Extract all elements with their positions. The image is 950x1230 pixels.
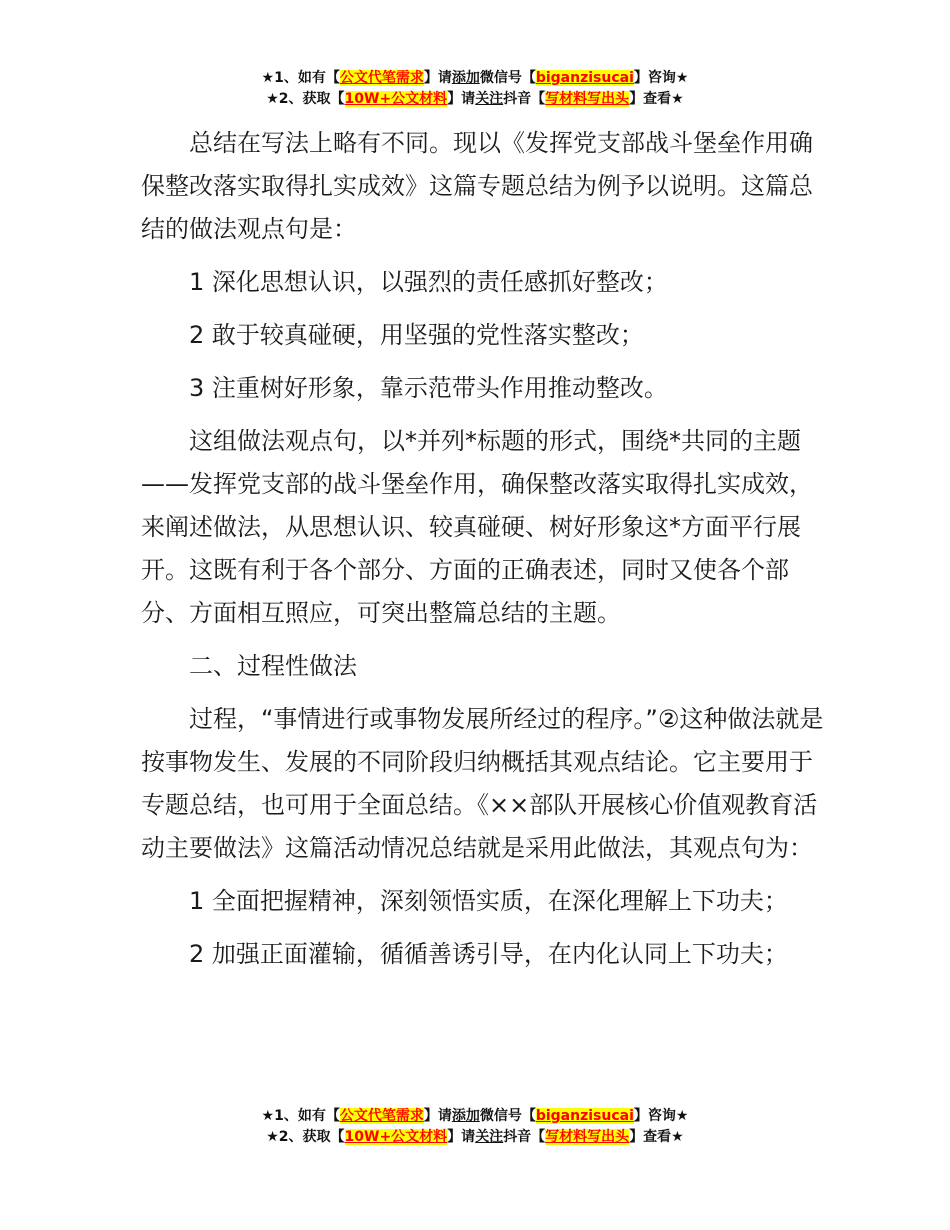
list-item: 3 注重树好形象，靠示范带头作用推动整改。 [189,374,668,402]
list-item: 2 加强正面灌输，循循善诱引导，在内化认同上下功夫； [189,940,788,968]
list-item: 1 深化思想认识，以强烈的责任感抓好整改； [189,268,668,296]
promo-line-2: ★2、获取【10W+公文材料】请关注抖音【写材料写出头】查看★ [266,91,684,107]
highlight-service: 公文代笔需求 [339,70,424,86]
promo-banner-bottom [0,1106,950,1148]
paragraph: 总结在写法上略有不同。现以《发挥党支部战斗堡垒作用确保整改落实取得扎实成效》这篇专题总结为例予以说明。这篇总结的做法观点句是： [141,129,813,243]
highlight-wechat-id: biganzisucai [535,1108,634,1124]
list-item: 1 全面把握精神，深刻领悟实质，在深化理解上下功夫； [189,887,788,915]
highlight-materials: 10W+公文材料 [344,1129,448,1145]
promo-line-2: ★2、获取【10W+公文材料】请关注抖音【写材料写出头】查看★ [266,1129,684,1145]
highlight-douyin: 写材料写出头 [545,1129,630,1145]
promo-banner-top [0,68,950,110]
highlight-wechat-id: biganzisucai [535,70,634,86]
paragraph: 过程，“事情进行或事物发展所经过的程序。”②这种做法就是按事物发生、发展的不同阶段归纳概括其观点结论。它主要用于专题总结，也可用于全面总结。《××部队开展核心价值观教育活动主要做法》这篇活动情况总结就是采用此做法，其观点句为： [141,705,824,862]
list-item: 2 敢于较真碰硬，用坚强的党性落实整改； [189,321,644,349]
highlight-service: 公文代笔需求 [339,1108,424,1124]
paragraph: 这组做法观点句，以*并列*标题的形式，围绕*共同的主题——发挥党支部的战斗堡垒作用，确保整改落实取得扎实成效，来阐述做法，从思想认识、较真碰硬、树好形象这*方面平行展开。这既有利于各个部分、方面的正确表述，同时又使各个部分、方面相互照应，可突出整篇总结的主题。 [141,427,813,627]
section-heading: 二、过程性做法 [189,652,357,680]
highlight-materials: 10W+公文材料 [344,91,448,107]
highlight-douyin: 写材料写出头 [545,91,630,107]
promo-line-1: ★1、如有【公文代笔需求】请添加微信号【biganzisucai】咨询★ [261,70,689,86]
document-body [141,122,831,976]
promo-line-1: ★1、如有【公文代笔需求】请添加微信号【biganzisucai】咨询★ [261,1108,689,1124]
